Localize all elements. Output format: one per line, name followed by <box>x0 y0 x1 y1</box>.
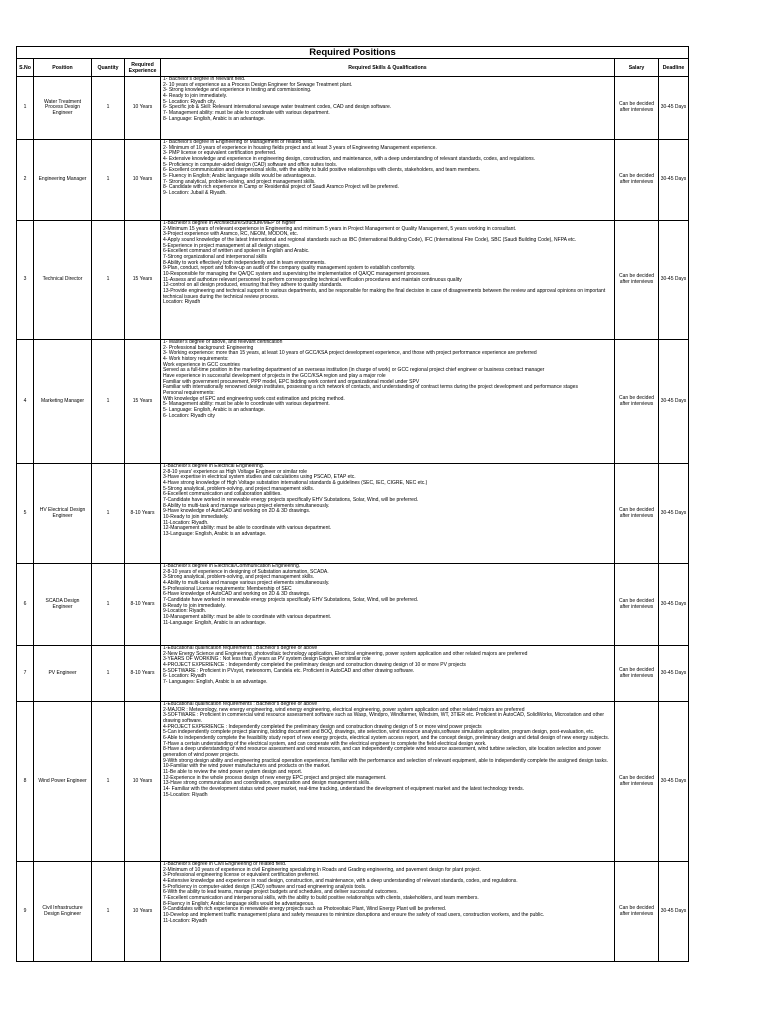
row-deadline: 30-45 Days <box>659 464 689 564</box>
skill-line: 6- Excellent communication and interpersonal skills, with the ability to build positive relationships with clients, stakeholders, and team members. <box>163 167 481 174</box>
skill-line: Familiar with internationally renowned design institutes, possessing a rich network of contacts, and understanding of contract terms during the project development and performance stages <box>163 384 578 391</box>
skill-line: 1-Bachelor's degree in Civil Engineering or related field. <box>163 861 287 867</box>
skill-line: 6- Location: Riyadh city <box>163 412 215 419</box>
row-skills <box>161 140 615 221</box>
row-salary: Can be decided after interviews <box>615 862 659 962</box>
row-sno: 6 <box>17 564 34 646</box>
skill-line: 4- Work history requirements: <box>163 355 229 362</box>
skill-line: 2-Minimum 15 years of relevant experience in Engineering and minimum 5 years in Project Management or Quality Management, 5 years working in consultant. <box>163 225 517 232</box>
row-position: Water Treatment Process Design Engineer <box>34 77 92 140</box>
header-row <box>17 59 689 77</box>
row-experience: 10 Years <box>125 702 161 862</box>
header-salary: Salary <box>615 59 659 77</box>
table-row <box>17 646 689 702</box>
skill-line: 9- Location: Jubail & Riyadh. <box>163 189 227 196</box>
row-quantity: 1 <box>92 646 125 702</box>
skill-line: 6- Location: Riyadh <box>163 673 207 680</box>
skill-line: 12-Experience in the whole process design of new energy EPC project and project site management. <box>163 774 387 781</box>
header-position: Position <box>34 59 92 77</box>
skill-line: 1- Bachelor's degree in Engineering or Management or related field. <box>163 139 314 145</box>
skill-line: 2-Minimum of 10 years of experience in civil Engineering specializing in Roads and Grading engineering, and pavement design for plant project. <box>163 866 481 873</box>
row-salary: Can be decided after interviews <box>615 702 659 862</box>
skill-line: 1-Educational qualification requirements : Bachelor's degree or above <box>163 645 318 651</box>
skill-line: 8-Ability to multi-task and manage various project elements simultaneously. <box>163 502 330 509</box>
skill-line: 14- Familiar with the development status wind power market, real-time tracking, understand the development of equipment market and the latest technology trends. <box>163 785 525 792</box>
row-skills <box>161 464 615 564</box>
skill-line: 4-PROJECT EXPERIENCE : Independently completed the preliminary design and construction drawing design of 5 or more wind power projects <box>163 723 482 730</box>
skill-line: 11-Language: English, Arabic is an advantage. <box>163 619 267 626</box>
row-quantity: 1 <box>92 702 125 862</box>
skill-line: 6-With the ability to lead teams, manage project budgets and schedules, and deliver successful outcomes. <box>163 889 398 896</box>
skill-line: 2-8-10 years' experience as High Voltage Engineer or similar role <box>163 468 308 475</box>
skill-line: 8-Ready to join immediately. <box>163 602 226 609</box>
skill-line: 1-Bachelor's degree in Electrical/Communication Engineering. <box>163 563 301 569</box>
header-quantity: Quantity <box>92 59 125 77</box>
row-deadline: 30-45 Days <box>659 77 689 140</box>
skill-line: 4-Extensive knowledge and experience in road design, construction, and maintenance, with a deep understanding of relevant standards, codes, and regulations. <box>163 877 518 884</box>
row-experience: 8-10 Years <box>125 464 161 564</box>
row-quantity: 1 <box>92 464 125 564</box>
skill-line: 5-Strong analytical, problem-solving, and project management skills. <box>163 485 315 492</box>
skill-line: 8- Language: English, Arabic is an advantage. <box>163 115 266 122</box>
skill-line: 6- Specific job & Skill: Relevant international sewage water treatment codes, CAD and design software. <box>163 104 392 111</box>
skill-line: 8- Candidate with rich experience in Camp or Residential project of Saudi Aramco Project will be preferred. <box>163 184 399 191</box>
row-quantity: 1 <box>92 564 125 646</box>
skill-line: 9-Plan, conduct, report and follow-up an audit of the company quality management system to establish conformity. <box>163 265 416 272</box>
row-quantity: 1 <box>92 140 125 221</box>
row-sno: 8 <box>17 702 34 862</box>
row-deadline: 30-45 Days <box>659 646 689 702</box>
table-row <box>17 464 689 564</box>
skill-line: 5-Can independently complete project planning, bidding document and BOQ, drawings, site selection, wind resource analysis,software simulation application, program design, post-evaluation, etc. <box>163 729 595 736</box>
skill-line: 2- 10 years of experience as a Process Design Engineer for Sewage Treatment plant. <box>163 81 353 88</box>
skill-line: 5- Location: Riyadh city. <box>163 98 216 105</box>
skill-line: 10-Responsible for managing the QA/QC system and supervising the implementation of QA/QC management processes. <box>163 270 431 277</box>
row-skills <box>161 646 615 702</box>
page-title: Required Positions <box>17 47 689 59</box>
row-sno: 7 <box>17 646 34 702</box>
skill-line: 9-Have knowledge of AutoCAD and working on 2D & 3D drawings. <box>163 508 311 515</box>
row-skills <box>161 564 615 646</box>
skill-line: 8-Fluency in English; Arabic language skills would be advantageous. <box>163 900 315 907</box>
skill-line: 5- Management ability: must be able to coordinate with various department. <box>163 401 330 408</box>
row-position: SCADA Design Engineer <box>34 564 92 646</box>
table-row <box>17 77 689 140</box>
skill-line: Familiar with government procurement, PPP model, EPC bidding work content and organizational model under SPV <box>163 378 420 385</box>
skill-line: Have experience in successful development of projects in the GCC/KSA region and play a major role <box>163 372 386 379</box>
header-sno: S.No <box>17 59 34 77</box>
row-experience: 15 Years <box>125 340 161 464</box>
skill-line: 3- PMP license or equivalent certification preferred. <box>163 150 277 157</box>
row-quantity: 1 <box>92 340 125 464</box>
row-position: PV Engineer <box>34 646 92 702</box>
skill-line: 2-MAJOR : Meteorology, new energy engineering, wind energy engineering, electrical engineering, power system application and other related majors are preferred <box>163 706 525 713</box>
row-salary: Can be decided after interviews <box>615 646 659 702</box>
skill-line: 10-Ready to join immediately. <box>163 513 229 520</box>
skill-line: 6-Have knowledge of AutoCAD and working on 2D & 3D drawings. <box>163 591 311 598</box>
skill-line: 4-PROJECT EXPERIENCE : Independently completed the preliminary design and construction drawing design of 10 or more PV projects <box>163 661 466 668</box>
row-experience: 10 Years <box>125 140 161 221</box>
row-deadline: 30-45 Days <box>659 862 689 962</box>
row-sno: 4 <box>17 340 34 464</box>
row-skills <box>161 221 615 340</box>
row-salary: Can be decided after interviews <box>615 140 659 221</box>
skill-line: With knowledge of EPC and engineering work cost estimation and pricing method. <box>163 395 345 402</box>
skill-line: 11-Assess and authorize relevant personnel to perform corresponding technical verification procedures and maintain continuous quality <box>163 276 462 283</box>
skill-line: 8-Have a deep understanding of wind resource assessment and wind resources, and can independently complete wind resource assessment, wind turbine selection, site location selection and power generation of wind power projects. <box>163 746 603 758</box>
skill-line: 7- Languages: English, Arabic is an advantage. <box>163 678 268 685</box>
row-quantity: 1 <box>92 77 125 140</box>
skill-line: 3-Professional engineering license or equivalent certification preferred. <box>163 872 320 879</box>
row-position: Civil Infrastructure Design Engineer <box>34 862 92 962</box>
row-deadline: 30-45 Days <box>659 140 689 221</box>
row-salary: Can be decided after interviews <box>615 221 659 340</box>
skill-line: 1-Bachelor's degree in Architecture/Structure/MEP or higher <box>163 220 296 226</box>
row-position: Marketing Manager <box>34 340 92 464</box>
skill-line: 11-Location: Riyadh <box>163 917 208 924</box>
skill-line: 6-Excellent communication and collaboration abilities. <box>163 491 282 498</box>
row-deadline: 30-45 Days <box>659 564 689 646</box>
skill-line: 8-Ability to work effectively both independently and in team environments. <box>163 259 326 266</box>
row-experience: 8-10 Years <box>125 646 161 702</box>
skill-line: 5- Fluency in English; Arabic language skills would be advantageous. <box>163 172 316 179</box>
header-deadline: Deadline <box>659 59 689 77</box>
skill-line: 10-Familiar with the wind power manufacturers and products on the market. <box>163 763 331 770</box>
row-salary: Can be decided after interviews <box>615 340 659 464</box>
row-experience: 15 Years <box>125 221 161 340</box>
skill-line: 9-Location: Riyadh. <box>163 608 207 615</box>
row-skills <box>161 77 615 140</box>
skill-line: 12-control on all design produced, ensuring that they adhere to quality standards. <box>163 282 343 289</box>
row-salary: Can be decided after interviews <box>615 464 659 564</box>
row-sno: 2 <box>17 140 34 221</box>
skill-line: 4- Ready to join immediately. <box>163 92 228 99</box>
row-position: Engineering Manager <box>34 140 92 221</box>
skill-line: 2- Professional background: Engineering <box>163 344 254 351</box>
skill-line: 3-SOFTWARE : Proficient in commercial wind resource assessment software such as Wasp, Windpro, Windfarmer, Windsim, WT, 3TIER etc. Proficient in AutoCAD, SolidWorks, Microstation and other drawing software. <box>163 712 606 724</box>
positions-table <box>16 46 689 962</box>
skill-line: 9-With strong design ability and engineering practical operation experience, familiar with the performance and selection of relevant equipment, able to independently complete the assigned design tasks. <box>163 757 608 764</box>
skill-line: 3-YEARS OF WORKING : Not less than 8 years as PV system design Engineer or similar role <box>163 656 371 663</box>
table-row <box>17 564 689 646</box>
row-skills <box>161 702 615 862</box>
skill-line: 1- Master's degree or above, and relevant certification <box>163 339 283 345</box>
skill-line: 13-Have strong communication and coordination, organization and design management skills. <box>163 780 371 787</box>
row-quantity: 1 <box>92 221 125 340</box>
skill-line: 7-Have a certain understanding of the electrical system, and can cooperate with the electrical engineer to complete the field electrical design work. <box>163 740 487 747</box>
row-position: Wind Power Engineer <box>34 702 92 862</box>
table-row <box>17 340 689 464</box>
skill-line: 4-Ability to multi-task and manage various project elements simultaneously. <box>163 579 330 586</box>
row-position: Technical Director <box>34 221 92 340</box>
table-body <box>17 77 689 962</box>
skill-line: 5-SOFTWARE : Proficient in PVsyst, meteonorm, Candela etc. Proficient in AutoCAD and other drawing software. <box>163 667 415 674</box>
row-sno: 9 <box>17 862 34 962</box>
skill-line: 7- Management ability: must be able to coordinate with various department. <box>163 109 330 116</box>
skill-line: 7-Excellent communication and interpersonal skills, with the ability to build positive relationships with clients, stakeholders, and team members. <box>163 894 479 901</box>
table-row <box>17 702 689 862</box>
skill-line: 5- Proficiency in computer-aided design (CAD) software and office suites tools. <box>163 161 338 168</box>
skill-line: 10-Develop and implement traffic management plans and safety measures to minimize disruptions and ensure the safety of road users, construction workers, and the public. <box>163 911 545 918</box>
skill-line: 2- Minimum of 10 years of experience in housing fields project and at least 3 years of Engineering Management experience. <box>163 144 437 151</box>
row-salary: Can be decided after interviews <box>615 77 659 140</box>
row-skills <box>161 340 615 464</box>
skill-line: 4-Apply sound knowledge of the latest International and regional standards such as IBC (International Building Code), IFC (International Fire Code), SBC (Saudi Building Code), NFPA etc. <box>163 236 577 243</box>
skill-line: 13-Language: English, Arabic is an advantage. <box>163 530 267 537</box>
row-position: HV Electrical Design Engineer <box>34 464 92 564</box>
row-experience: 10 Years <box>125 862 161 962</box>
row-skills <box>161 862 615 962</box>
row-deadline: 30-45 Days <box>659 340 689 464</box>
skill-line: 7-Candidate have worked in renewable energy projects specifically EHV Substations, Solar, Wind, will be preferred. <box>163 596 419 603</box>
row-sno: 5 <box>17 464 34 564</box>
skill-line: 7-Candidate have worked in renewable energy projects specifically EHV Substations, Solar, Wind, will be preferred. <box>163 496 419 503</box>
skill-line: 5-Professional License requirements: Membership of SEC <box>163 585 292 592</box>
header-experience: Required Experience <box>125 59 161 77</box>
skill-line: 15-Location: Riyadh <box>163 791 208 798</box>
row-deadline: 30-45 Days <box>659 221 689 340</box>
skill-line: 5-Experience in project management at all design stages. <box>163 242 291 249</box>
skill-line: 10-Management ability: must be able to coordinate with various department. <box>163 613 332 620</box>
header-skills: Required Skills & Qualifications <box>161 59 615 77</box>
row-experience: 10 Years <box>125 77 161 140</box>
skill-line: Served as a full-time position in the marketing department of an overseas institution (in charge of work) or GCC regional project chief engineer or business contract manager <box>163 367 545 374</box>
skill-line: 13-Provide engineering and technical support to various departments, and be responsible for making the final decision in case of disagreements between the review and approval opinions on important technical issues during the technical review process. <box>163 287 607 300</box>
positions-sheet <box>16 46 688 962</box>
row-salary: Can be decided after interviews <box>615 564 659 646</box>
skill-line: 4- Extensive knowledge and experience in engineering design, construction, and maintenance, with a deep understanding of relevant standards, codes, and regulations. <box>163 155 536 162</box>
skill-line: Personal requirements: <box>163 389 215 396</box>
row-deadline: 30-45 Days <box>659 702 689 862</box>
skill-line: 1- Bachelor's degree in relevant field. <box>163 76 246 82</box>
skill-line: 4-Have strong knowledge of High Voltage substation international standards & guidelines (SEC, IEC, CIGRE, NEC etc.) <box>163 479 428 486</box>
skill-line: 1-Bachelor's degree in Electrical Engineering. <box>163 463 265 469</box>
skill-line: 2-New Energy Science and Engineering, photovoltaic technology application, Electrical engineering, power system application and other related majors are preferred <box>163 650 528 657</box>
skill-line: 3-Strong analytical, problem-solving, and project management skills. <box>163 574 315 581</box>
skill-line: 3- Strong knowledge and experience in testing and commissioning. <box>163 87 312 94</box>
table-row <box>17 140 689 221</box>
table-row <box>17 221 689 340</box>
skill-line: 2-8-10 years of experience in designing of Substation automation, SCADA. <box>163 568 329 575</box>
skill-line: 9-Candidates with rich experience in renewable energy projects such as Photovoltaic Plant, Wind Energy Plant will be preferred. <box>163 906 447 913</box>
skill-line: 3- Working experience: more than 15 years, at least 10 years of GCC/KSA project development experience, and those with project performance experience are preferred <box>163 350 537 357</box>
skill-line: Location: Riyadh <box>163 299 201 306</box>
skill-line: Work experience in GCC countries <box>163 361 240 368</box>
row-quantity: 1 <box>92 862 125 962</box>
row-experience: 8-10 Years <box>125 564 161 646</box>
table-row <box>17 862 689 962</box>
skill-line: 6-Excellent command of written and spoken in English and Arabic. <box>163 248 310 255</box>
skill-line: 5- Language: English, Arabic is an advantage. <box>163 406 266 413</box>
skill-line: 6-Able to independently complete the feasibility study report of new energy projects, electrical system access report, and the concept design, preliminary design and detail design of new energy subjects. <box>163 734 610 741</box>
skill-line: 12-Management ability: must be able to coordinate with various department. <box>163 525 332 532</box>
row-sno: 1 <box>17 77 34 140</box>
skill-line: 11-Be able to review the wind power system design and report. <box>163 768 303 775</box>
skill-line: 7- Strong analytical, problem-solving, and project management skills. <box>163 178 316 185</box>
skill-line: 11-Location: Riyadh. <box>163 519 209 526</box>
skill-line: 7-Strong organizational and interpersonal skills <box>163 253 267 260</box>
skill-line: 1-Educational qualification requirements : Bachelor's degree or above <box>163 701 318 707</box>
skill-line: 5-Proficiency in computer-aided design (CAD) software and road engineering analysis tools. <box>163 883 367 890</box>
row-sno: 3 <box>17 221 34 340</box>
skill-line: 3-Have expertise in electrical system studies and calculations using PSCAD, ETAP etc. <box>163 474 356 481</box>
skill-line: 3-Project experience with Aramco, RC, NEOM, MODON, etc. <box>163 231 299 238</box>
